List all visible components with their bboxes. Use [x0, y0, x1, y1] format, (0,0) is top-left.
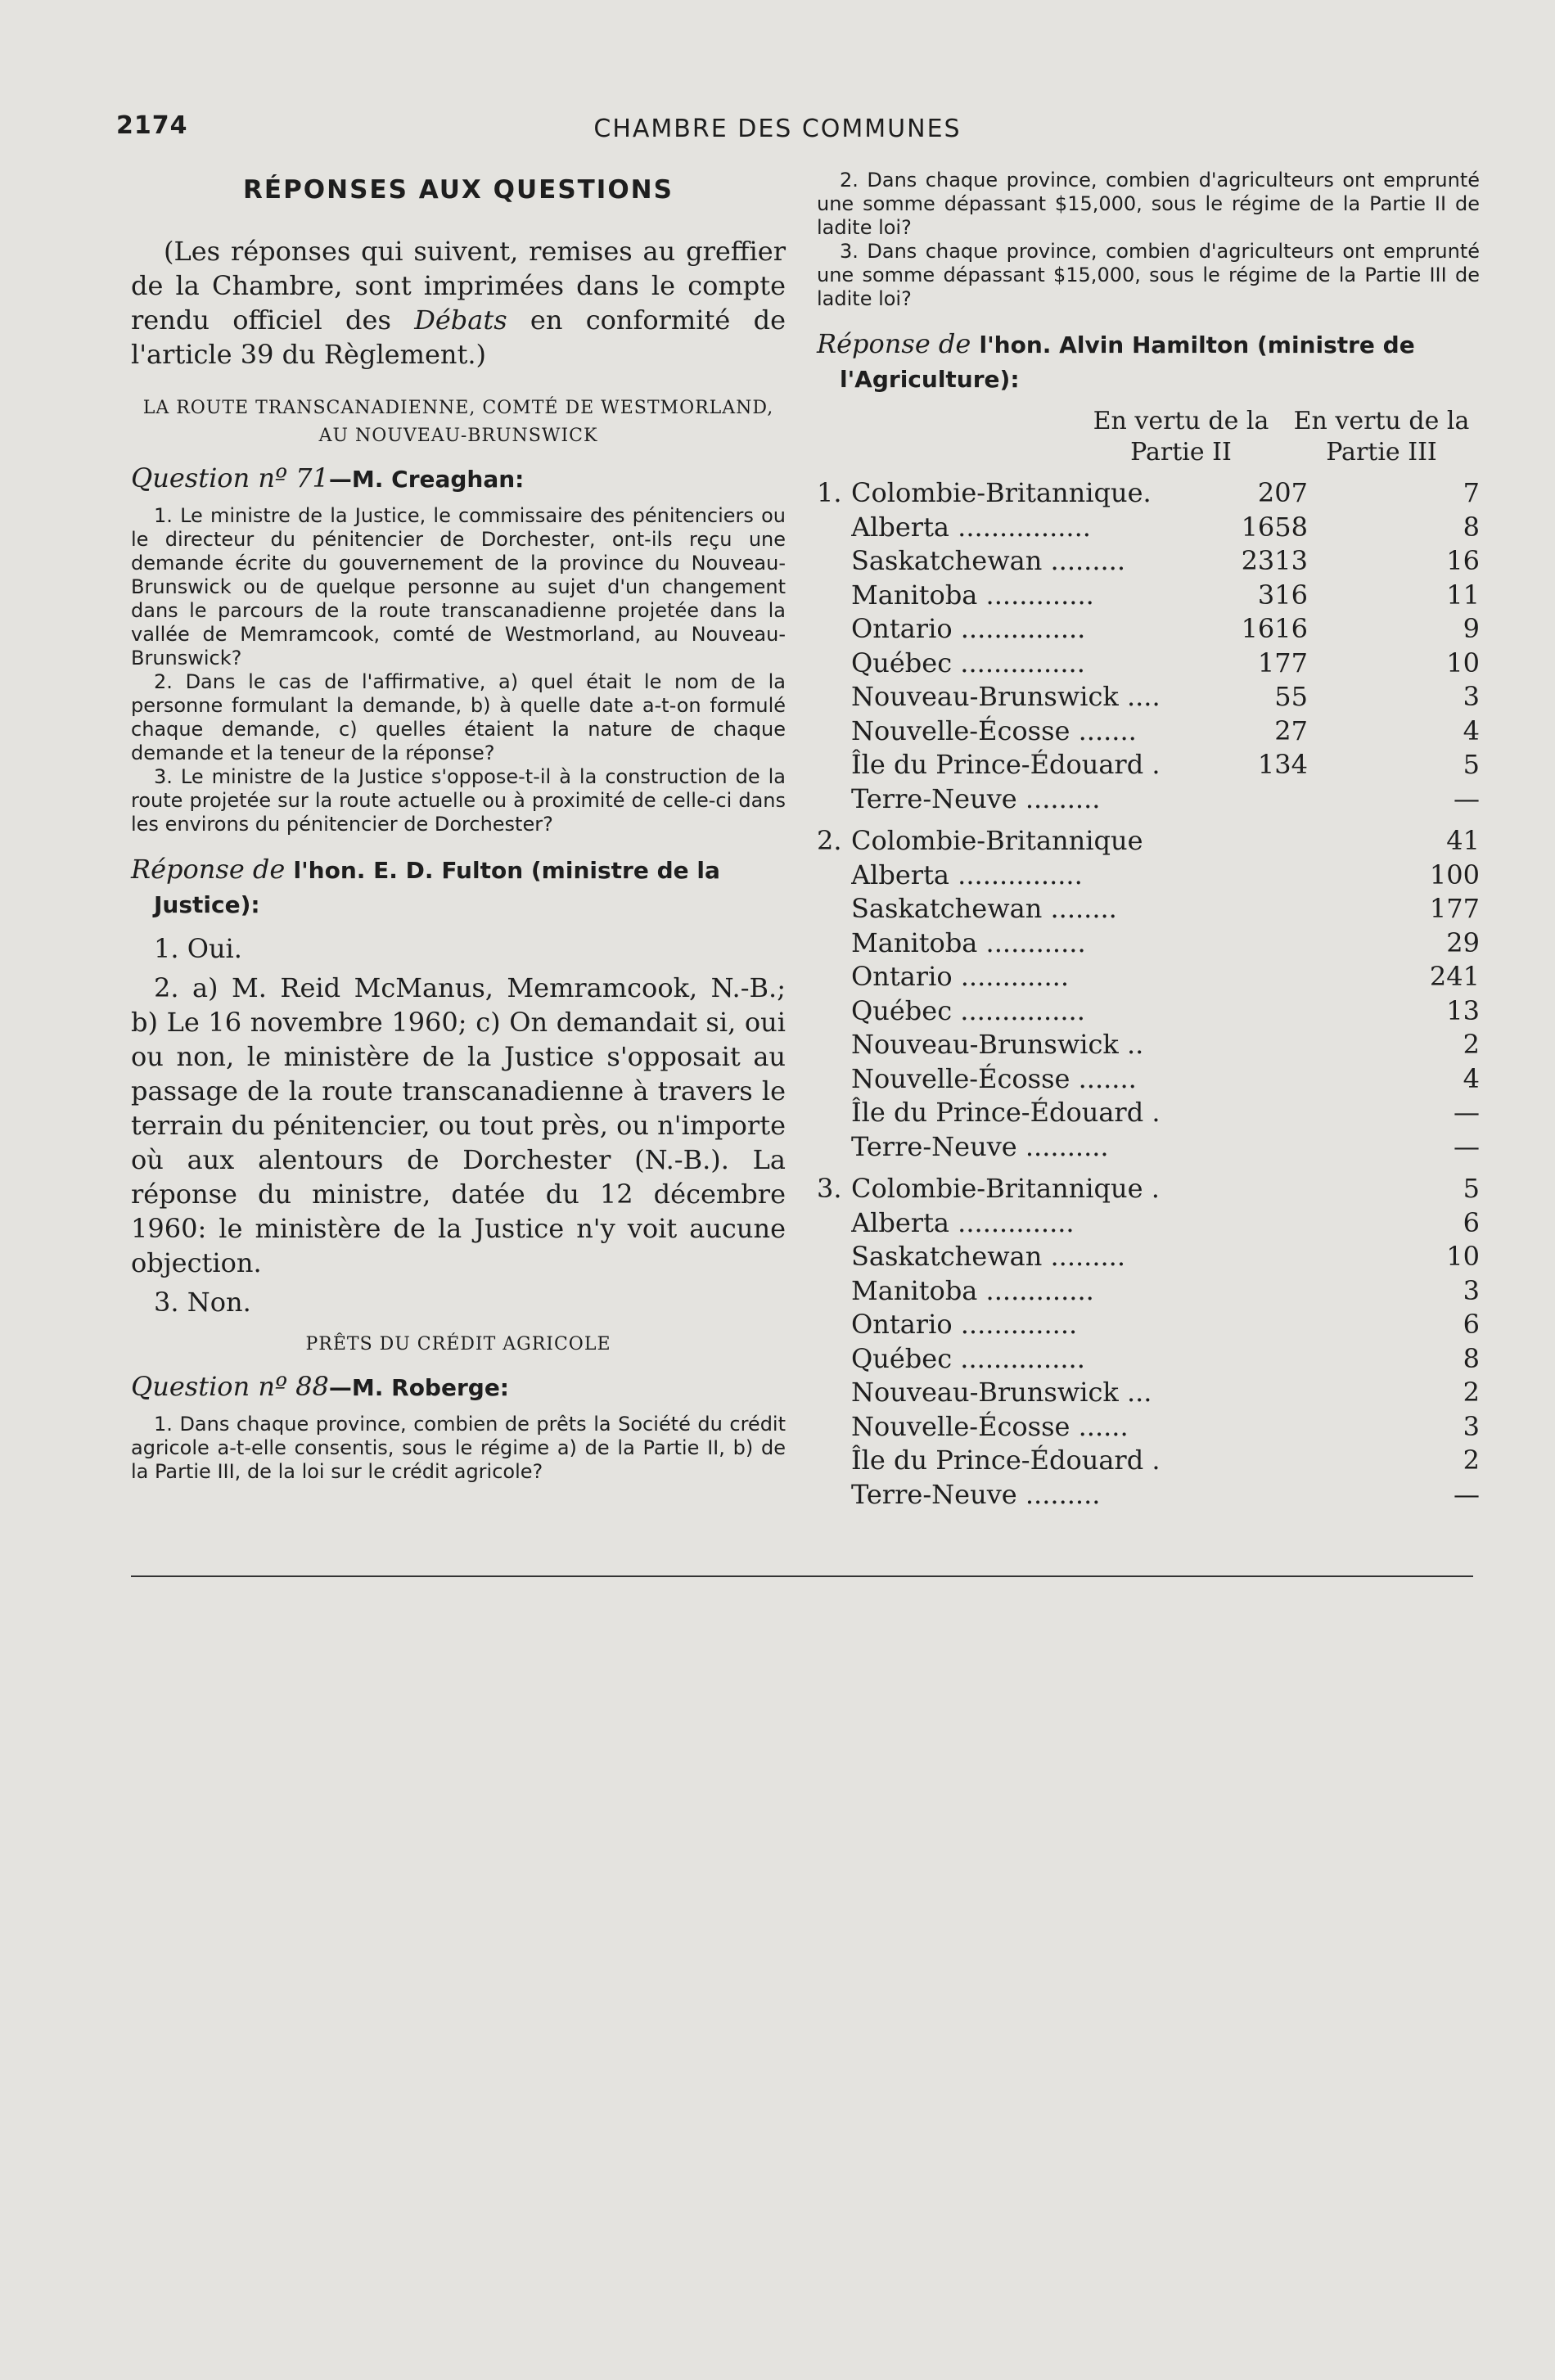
q71-paragraph-2: 2. Dans le cas de l'affirmative, a) quel était le nom de la personne formulant la demande, b) à quelle date a-t-on formulé chaque demande, c) quelles étaient la nature de chaque demande et la teneur de la réponse? — [131, 670, 786, 764]
table-row — [817, 960, 1480, 994]
column-head-partie-iii: En vertu de la Partie III — [1293, 407, 1470, 467]
value: 8 — [1463, 1342, 1480, 1374]
table-row — [817, 926, 1480, 961]
table-group-2 — [817, 824, 1480, 1164]
value-partie-iii: 9 — [1463, 613, 1480, 644]
value-partie-iii: 8 — [1463, 511, 1480, 543]
province-name: Terre-Neuve ......... — [851, 1478, 1101, 1510]
table-row — [817, 1062, 1480, 1097]
value: — — [1454, 1097, 1480, 1128]
province-name: Manitoba ............. — [851, 579, 1094, 611]
q71-heading: LA ROUTE TRANSCANADIENNE, COMTÉ DE WESTMORLAND, AU NOUVEAU-BRUNSWICK — [142, 398, 774, 446]
province-name: Nouveau-Brunswick .... — [851, 681, 1161, 712]
table-row — [817, 1342, 1480, 1377]
value: 3 — [1463, 1274, 1480, 1306]
table-row — [817, 647, 1480, 681]
section-title: RÉPONSES AUX QUESTIONS — [243, 175, 674, 205]
table-row — [817, 511, 1480, 545]
table-row — [817, 544, 1480, 579]
q88-paragraph-1: 1. Dans chaque province, combien de prêts la Société du crédit agricole a-t-elle consentis, sous le régime a) de la Partie II, b) de la Partie III, de la loi sur le crédit agricole? — [131, 1413, 786, 1483]
value-partie-iii: 4 — [1463, 714, 1480, 746]
value: 41 — [1446, 825, 1480, 856]
value: 2 — [1463, 1445, 1480, 1476]
province-name: Saskatchewan ......... — [851, 545, 1126, 576]
q88-heading: PRÊTS DU CRÉDIT AGRICOLE — [305, 1334, 611, 1355]
value: 5 — [1463, 1173, 1480, 1204]
q88-paragraph-3: 3. Dans chaque province, combien d'agriculteurs ont emprunté une somme dépassant $15,000, sous le régime de la Partie III de ladite loi? — [817, 240, 1480, 310]
value-partie-ii: 177 — [1257, 647, 1308, 678]
province-name: Alberta ............... — [851, 859, 1083, 890]
table-row — [817, 612, 1480, 647]
value-partie-iii: 10 — [1446, 647, 1480, 678]
province-name: Manitoba ............ — [851, 926, 1086, 958]
table-row — [817, 1274, 1480, 1309]
q88-question-line: Question nº 88—M. Roberge: — [131, 1371, 510, 1402]
value: 6 — [1463, 1206, 1480, 1238]
value-partie-iii: — — [1454, 782, 1480, 814]
value-partie-ii: 134 — [1257, 749, 1308, 780]
province-name: Alberta ................ — [851, 511, 1091, 543]
table-row — [817, 476, 1480, 511]
table-row — [817, 859, 1480, 893]
value: 6 — [1463, 1309, 1480, 1340]
province-name: Colombie-Britannique . — [851, 1173, 1160, 1204]
value-partie-ii: 2313 — [1241, 545, 1308, 576]
value: 241 — [1429, 961, 1480, 992]
value-partie-ii: 55 — [1274, 681, 1308, 712]
value-partie-iii: 3 — [1463, 681, 1480, 712]
province-name: Québec ............... — [851, 647, 1085, 678]
value: 100 — [1429, 859, 1480, 890]
q71-paragraph-1: 1. Le ministre de la Justice, le commissaire des pénitenciers ou le directeur du pénitencier de Dorchester, ont-ils reçu une demande écrite du gouvernement de la province du Nouveau-Brunswick ou de quelque personne au sujet d'un changement dans le parcours de la route transcanadienne projetée dans la vallée de Memramcook, comté de Westmorland, au Nouveau-Brunswick? — [131, 504, 786, 669]
province-name: Île du Prince-Édouard . — [851, 1445, 1161, 1476]
province-name: Nouveau-Brunswick .. — [851, 1029, 1144, 1060]
province-name: Ontario .............. — [851, 1309, 1078, 1340]
table-group-1 — [817, 476, 1480, 816]
table-row — [817, 1096, 1480, 1130]
table-group-3 — [817, 1172, 1480, 1512]
page-number: 2174 — [116, 111, 188, 140]
province-name: Québec ............... — [851, 1342, 1085, 1374]
bottom-rule — [131, 1575, 1473, 1577]
value-partie-iii: 7 — [1463, 477, 1480, 508]
province-name: Manitoba ............. — [851, 1274, 1094, 1306]
value-partie-iii: 16 — [1446, 545, 1480, 576]
province-name: Terre-Neuve .......... — [851, 1130, 1109, 1162]
province-name: Île du Prince-Édouard . — [851, 1097, 1161, 1128]
province-name: Ontario ............... — [851, 613, 1086, 644]
value: 10 — [1446, 1241, 1480, 1272]
q71-paragraph-3: 3. Le ministre de la Justice s'oppose-t-il à la construction de la route projetée sur la route actuelle ou à proximité de celle-ci dans les environs du pénitencier de Dorchester? — [131, 765, 786, 836]
province-name: Nouvelle-Écosse ....... — [851, 1062, 1137, 1094]
table-row — [817, 1410, 1480, 1445]
table-row — [817, 782, 1480, 817]
row-number: 2. — [817, 825, 842, 856]
table-row — [817, 1028, 1480, 1062]
value: — — [1454, 1478, 1480, 1510]
table-row — [817, 680, 1480, 714]
province-name: Terre-Neuve ......... — [851, 782, 1101, 814]
table-row — [817, 892, 1480, 926]
value-partie-ii: 1658 — [1241, 511, 1308, 543]
table-row — [817, 1376, 1480, 1410]
q88-reply-line: Réponse de l'hon. Alvin Hamilton (ministre de l'Agriculture): — [817, 328, 1415, 393]
value-partie-ii: 207 — [1257, 477, 1308, 508]
table-row — [817, 1130, 1480, 1165]
value: 2 — [1463, 1029, 1480, 1060]
q71-question-line: Question nº 71—M. Creaghan: — [131, 462, 525, 494]
intro-paragraph: (Les réponses qui suivent, remises au greffier de la Chambre, sont imprimées dans le compte rendu officiel des Débats en conformité de l'article 39 du Règlement.) — [131, 236, 787, 370]
table-row — [817, 1308, 1480, 1342]
province-name: Québec ............... — [851, 994, 1085, 1026]
province-name: Colombie-Britannique — [851, 825, 1143, 856]
value: 3 — [1463, 1410, 1480, 1442]
value: 2 — [1463, 1377, 1480, 1408]
table-row — [817, 1172, 1480, 1206]
value: — — [1454, 1130, 1480, 1162]
table-row — [817, 824, 1480, 859]
table-row — [817, 714, 1480, 749]
province-name: Saskatchewan ........ — [851, 893, 1117, 924]
province-name: Île du Prince-Édouard . — [851, 749, 1161, 780]
province-name: Colombie-Britannique. — [851, 477, 1152, 508]
province-name: Nouveau-Brunswick ... — [851, 1377, 1152, 1408]
value-partie-iii: 5 — [1463, 749, 1480, 780]
q71-answer-2: 2. a) M. Reid McManus, Memramcook, N.-B.; b) Le 16 novembre 1960; c) On demandait si, oui ou non, le ministère de la Justice s'opposait au passage de la route transcanadienne à travers le terrain du pénitencier, ou tout près, ou n'importe où aux alentours de Dorchester (N.-B.). La réponse du ministre, datée du 12 décembre 1960: le ministère de la Justice n'y voit aucune objection. — [131, 972, 786, 1278]
value-partie-ii: 316 — [1257, 579, 1308, 611]
table-row — [817, 1478, 1480, 1512]
q71-answer-3: 3. Non. — [154, 1287, 251, 1318]
province-name: Saskatchewan ......... — [851, 1241, 1126, 1272]
value: 4 — [1463, 1062, 1480, 1094]
table-row — [817, 579, 1480, 613]
right-column — [817, 169, 1480, 1512]
value: 177 — [1429, 893, 1480, 924]
row-number: 3. — [817, 1173, 842, 1204]
province-name: Nouvelle-Écosse ....... — [851, 714, 1137, 746]
q71-answer-1: 1. Oui. — [154, 933, 242, 964]
q88-paragraph-2: 2. Dans chaque province, combien d'agriculteurs ont emprunté une somme dépassant $15,000, sous le régime de la Partie II de ladite loi? — [817, 169, 1480, 239]
value-partie-ii: 27 — [1274, 714, 1308, 746]
value-partie-iii: 11 — [1446, 579, 1480, 611]
column-head-partie-ii: En vertu de la Partie II — [1093, 407, 1269, 467]
province-name: Ontario ............. — [851, 961, 1069, 992]
province-name: Alberta .............. — [851, 1206, 1075, 1238]
left-column — [131, 169, 786, 1484]
table-row — [817, 1206, 1480, 1241]
q71-reply-line: Réponse de l'hon. E. D. Fulton (ministre de la Justice): — [131, 854, 720, 918]
table-header — [817, 406, 1480, 468]
running-head: CHAMBRE DES COMMUNES — [593, 115, 962, 143]
table-row — [817, 1240, 1480, 1274]
row-number: 1. — [817, 477, 842, 508]
table-row — [817, 748, 1480, 782]
table-row — [817, 1444, 1480, 1478]
value: 29 — [1446, 926, 1480, 958]
province-name: Nouvelle-Écosse ...... — [851, 1410, 1129, 1442]
value-partie-ii: 1616 — [1241, 613, 1308, 644]
table-row — [817, 994, 1480, 1029]
value: 13 — [1446, 994, 1480, 1026]
